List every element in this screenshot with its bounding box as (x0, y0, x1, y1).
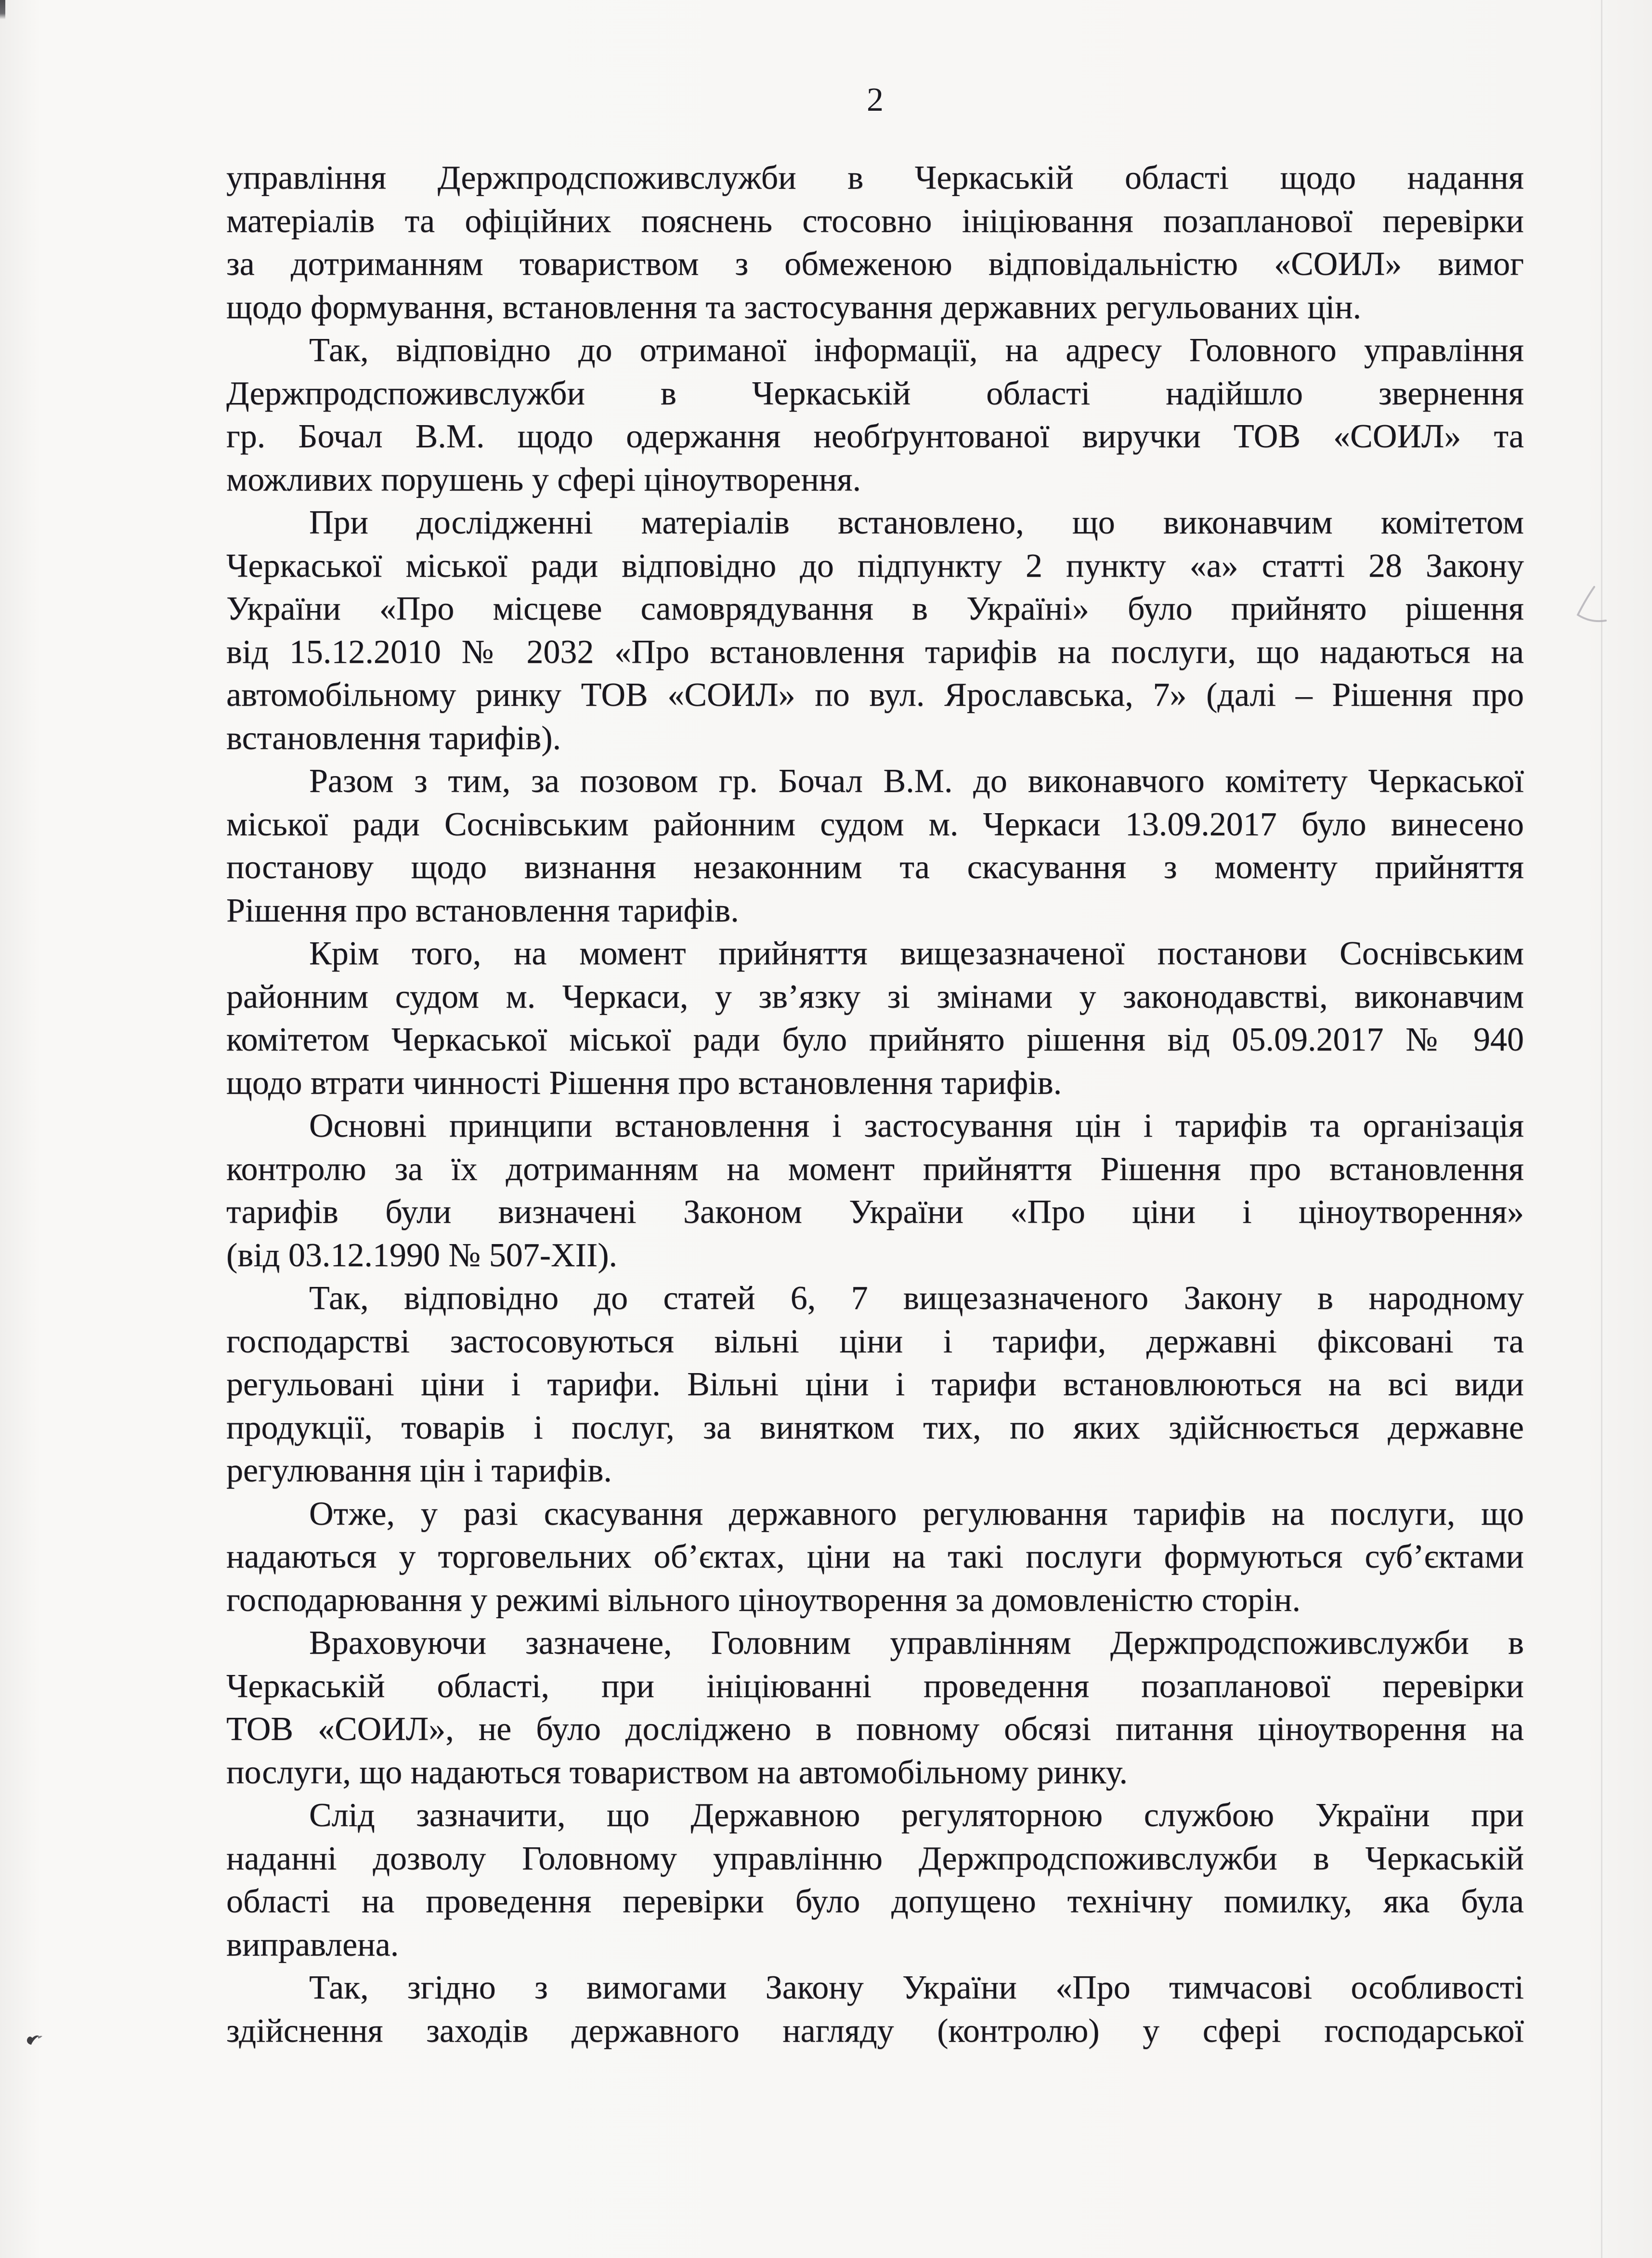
text-line: тарифів були визначені Законом України «Про ціни і ціноутворення» (226, 1194, 1524, 1231)
text-line: Черкаській області, при ініціюванні проведення позапланової перевірки (226, 1667, 1524, 1705)
page-number: 2 (867, 81, 884, 118)
text-line: управління Держпродспоживслужби в Черкаській області щодо надання (226, 159, 1524, 196)
text-line: ТОВ «СОИЛ», не було досліджено в повному обсязі питання ціноутворення на (226, 1711, 1524, 1748)
text-line: Слід зазначити, що Державною регуляторною службою України при (309, 1797, 1524, 1834)
text-line: надаються у торговельних об’єктах, ціни на такі послуги формуються суб’єктами (226, 1538, 1524, 1575)
text-line: Так, відповідно до статей 6, 7 вищезазначеного Закону в народному (309, 1280, 1524, 1317)
paragraph (226, 329, 1524, 501)
text-line: комітетом Черкаської міської ради було прийнято рішення від 05.09.2017 № 940 (226, 1021, 1524, 1058)
scan-corner-artifact (0, 0, 5, 19)
text-line: виправлена. (226, 1926, 399, 1963)
document-body (226, 156, 1524, 2052)
text-line: Держпродспоживслужби в Черкаській області надійшло звернення (226, 375, 1524, 412)
text-line: автомобільному ринку ТОВ «СОИЛ» по вул. Ярославська, 7» (далі – Рішення про (226, 676, 1524, 714)
text-line: Так, відповідно до отриманої інформації, на адресу Головного управління (309, 332, 1524, 369)
ink-blot (25, 2033, 45, 2050)
text-line: матеріалів та офіційних пояснень стосовно ініціювання позапланової перевірки (226, 202, 1524, 240)
text-line: Черкаської міської ради відповідно до підпункту 2 пункту «а» статті 28 Закону (226, 547, 1524, 584)
scan-edge-line (1601, 0, 1602, 2258)
text-line: При дослідженні матеріалів встановлено, що виконавчим комітетом (309, 504, 1524, 541)
text-line: Крім того, на момент прийняття вищезазначеної постанови Соснівським (309, 935, 1524, 972)
text-line: міської ради Соснівським районним судом м. Черкаси 13.09.2017 було винесено (226, 805, 1524, 843)
text-line: господарстві застосовуються вільні ціни і тарифи, державні фіксовані та (226, 1323, 1524, 1360)
paragraph (226, 1492, 1524, 1622)
text-line: регульовані ціни і тарифи. Вільні ціни і тарифи встановлюються на всі види (226, 1366, 1524, 1403)
text-line: Враховуючи зазначене, Головним управлінням Держпродспоживслужби в (309, 1624, 1524, 1661)
text-line: області на проведення перевірки було допущено технічну помилку, яка була (226, 1883, 1524, 1920)
paragraph (226, 1794, 1524, 1966)
paragraph (226, 932, 1524, 1104)
text-line: (від 03.12.1990 № 507-XII). (226, 1236, 618, 1274)
paragraph (226, 1277, 1524, 1492)
text-line: продукції, товарів і послуг, за винятком тих, по яких здійснюється державне (226, 1409, 1524, 1446)
text-line: Отже, у разі скасування державного регулювання тарифів на послуги, що (309, 1495, 1524, 1532)
text-line: наданні дозволу Головному управлінню Держпродспоживслужби в Черкаській (226, 1840, 1524, 1877)
text-line: господарювання у режимі вільного ціноутворення за домовленістю сторін. (226, 1581, 1301, 1619)
text-line: Разом з тим, за позовом гр. Бочал В.М. до виконавчого комітету Черкаської (309, 763, 1524, 800)
text-line: регулювання цін і тарифів. (226, 1452, 612, 1489)
paragraph (226, 156, 1524, 329)
text-line: гр. Бочал В.М. щодо одержання необґрунтованої виручки ТОВ «СОИЛ» та (226, 418, 1524, 455)
paragraph (226, 1622, 1524, 1794)
paragraph (226, 760, 1524, 932)
text-line: Основні принципи встановлення і застосування цін і тарифів та організація (309, 1107, 1524, 1144)
pencil-check-mark (1558, 580, 1611, 628)
text-line: України «Про місцеве самоврядування в Україні» було прийнято рішення (226, 590, 1524, 627)
text-line: постанову щодо визнання незаконним та скасування з моменту прийняття (226, 849, 1524, 886)
text-line: Рішення про встановлення тарифів. (226, 892, 739, 929)
text-line: районним судом м. Черкаси, у зв’язку зі змінами у законодавстві, виконавчим (226, 978, 1524, 1015)
text-line: здійснення заходів державного нагляду (контролю) у сфері господарської (226, 2012, 1524, 2050)
text-line: контролю за їх дотриманням на момент прийняття Рішення про встановлення (226, 1150, 1524, 1188)
paragraph (226, 1966, 1524, 2052)
paragraph (226, 1104, 1524, 1277)
text-line: за дотриманням товариством з обмеженою відповідальністю «СОИЛ» вимог (226, 246, 1524, 283)
paragraph (226, 501, 1524, 760)
text-line: послуги, що надаються товариством на автомобільному ринку. (226, 1753, 1128, 1791)
text-line: від 15.12.2010 № 2032 «Про встановлення тарифів на послуги, що надаються на (226, 633, 1524, 671)
text-line: можливих порушень у сфері ціноутворення. (226, 461, 861, 498)
text-line: щодо втрати чинності Рішення про встановлення тарифів. (226, 1064, 1062, 1102)
text-line: встановлення тарифів). (226, 719, 561, 757)
text-line: Так, згідно з вимогами Закону України «Про тимчасові особливості (309, 1969, 1524, 2006)
text-line: щодо формування, встановлення та застосування державних регульованих цін. (226, 288, 1362, 326)
